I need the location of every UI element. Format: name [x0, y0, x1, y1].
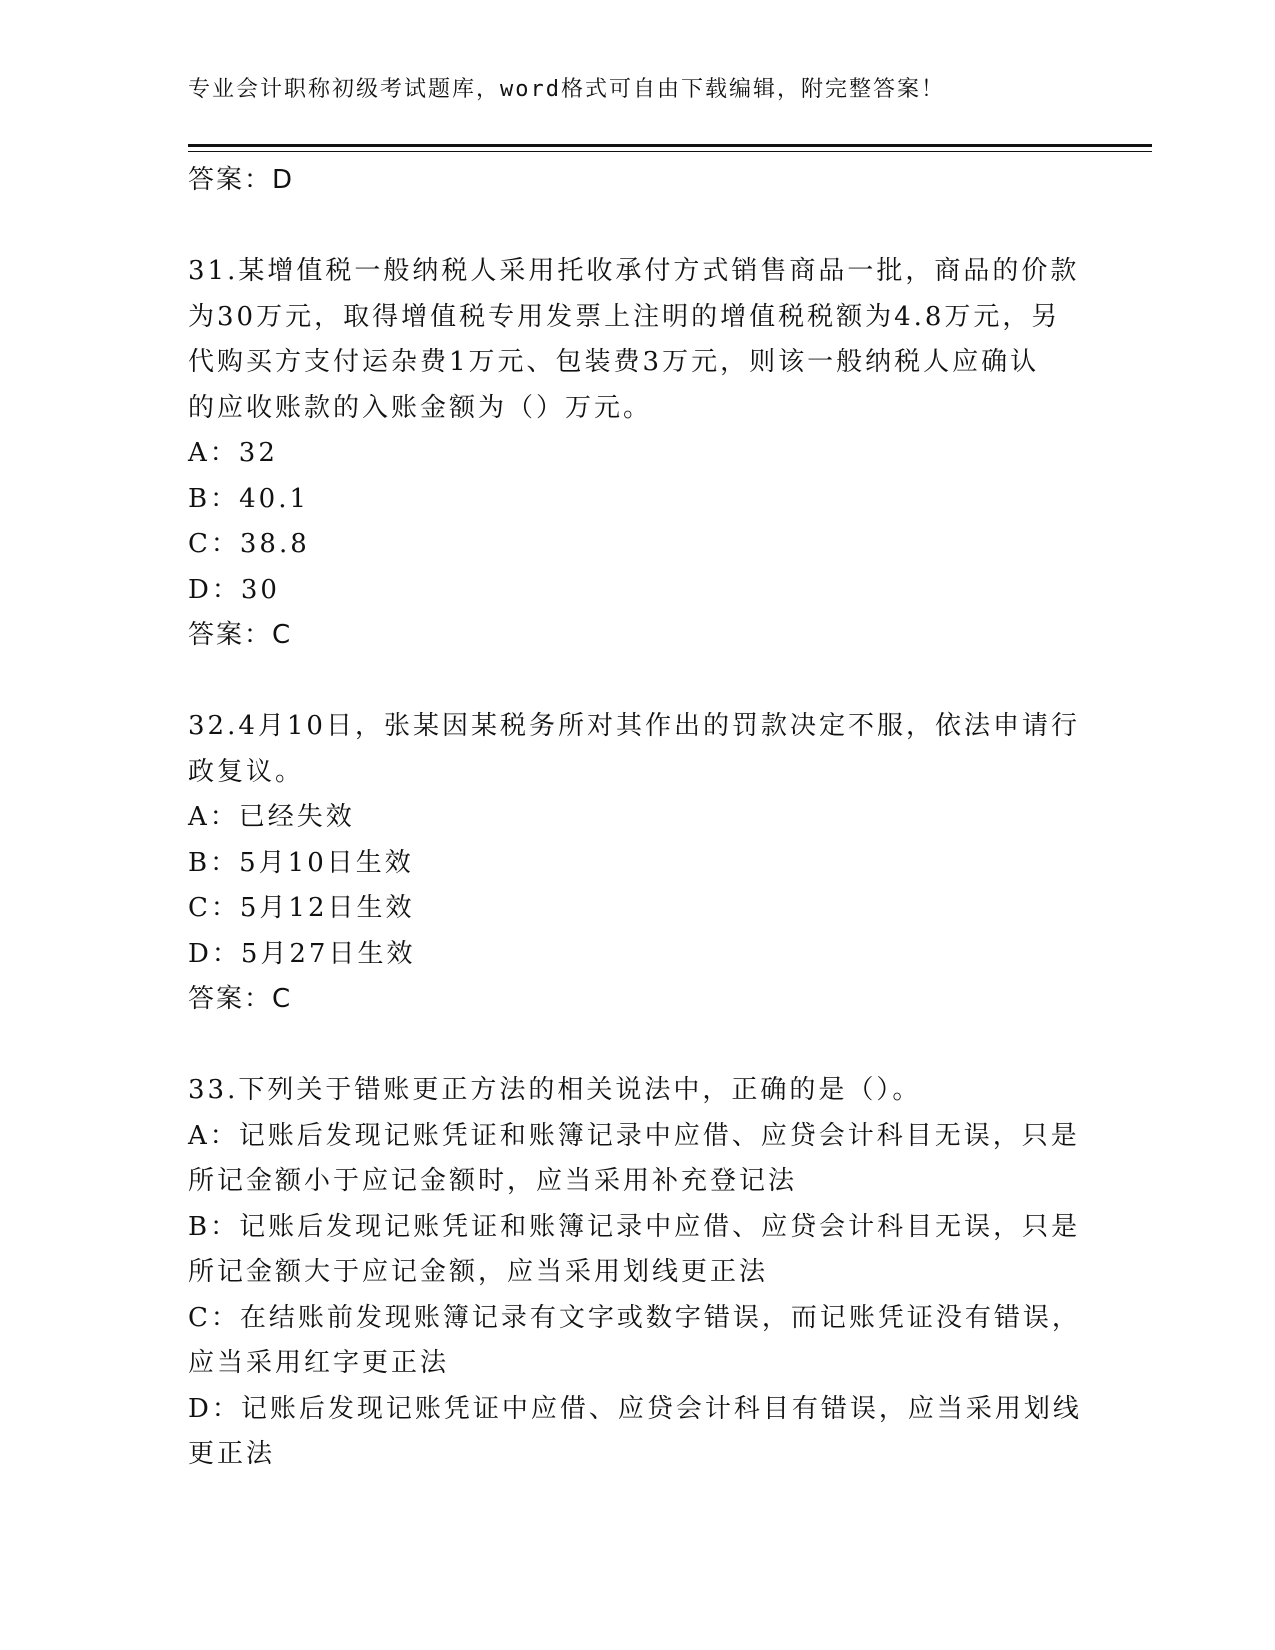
- option-c: C：5月12日生效: [188, 893, 415, 923]
- question-stem-line: 32.4月10日，张某因某税务所对其作出的罚款决定不服，依法申请行: [188, 711, 1080, 741]
- question-stem-line: 的应收账款的入账金额为（）万元。: [188, 392, 653, 423]
- question-list: [188, 158, 1088, 1478]
- prev-answer: 答案：D: [188, 165, 295, 195]
- header-rule-thin: [188, 151, 1152, 152]
- option-a-cont: 所记金额小于应记金额时，应当采用补充登记法: [188, 1166, 798, 1196]
- option-b: B：记账后发现记账凭证和账簿记录中应借、应贷会计科目无误，只是: [188, 1211, 1081, 1242]
- answer: 答案：C: [188, 984, 293, 1014]
- option-a: A：记账后发现记账凭证和账簿记录中应借、应贷会计科目无误，只是: [188, 1120, 1080, 1151]
- option-c: C：在结账前发现账簿记录有文字或数字错误，而记账凭证没有错误，: [188, 1302, 1081, 1333]
- question-31: [188, 249, 1088, 659]
- question-stem-line: 代购买方支付运杂费1万元、包装费3万元，则该一般纳税人应确认: [188, 347, 1040, 377]
- answer: 答案：C: [188, 620, 293, 650]
- spacer: [188, 204, 1088, 250]
- option-b: B：5月10日生效: [188, 847, 414, 878]
- option-d-cont: 更正法: [188, 1439, 276, 1469]
- question-stem-line: 33.下列关于错账更正方法的相关说法中，正确的是（）。: [188, 1075, 922, 1105]
- option-c-cont: 应当采用红字更正法: [188, 1348, 450, 1378]
- question-stem-line: 31.某增值税一般纳税人采用托收承付方式销售商品一批，商品的价款: [188, 256, 1080, 286]
- option-d: D：30: [188, 574, 280, 605]
- option-a: A：已经失效: [188, 802, 355, 832]
- option-d: D：记账后发现记账凭证中应借、应贷会计科目有错误，应当采用划线: [188, 1393, 1082, 1424]
- page-header: 专业会计职称初级考试题库，word格式可自由下载编辑，附完整答案！: [188, 77, 945, 102]
- option-c: C：38.8: [188, 529, 310, 559]
- option-b-cont: 所记金额大于应记金额，应当采用划线更正法: [188, 1257, 769, 1287]
- option-a: A：32: [188, 438, 278, 468]
- spacer: [188, 1023, 1088, 1069]
- option-b: B：40.1: [188, 483, 309, 514]
- question-stem-line: 为30万元，取得增值税专用发票上注明的增值税税额为4.8万元，另: [188, 301, 1061, 332]
- spacer: [188, 659, 1088, 705]
- question-stem-line: 政复议。: [188, 756, 305, 787]
- header-rule-thick: [188, 144, 1152, 147]
- option-d: D：5月27日生效: [188, 938, 416, 969]
- question-33: [188, 1068, 1088, 1478]
- question-32: [188, 704, 1088, 1023]
